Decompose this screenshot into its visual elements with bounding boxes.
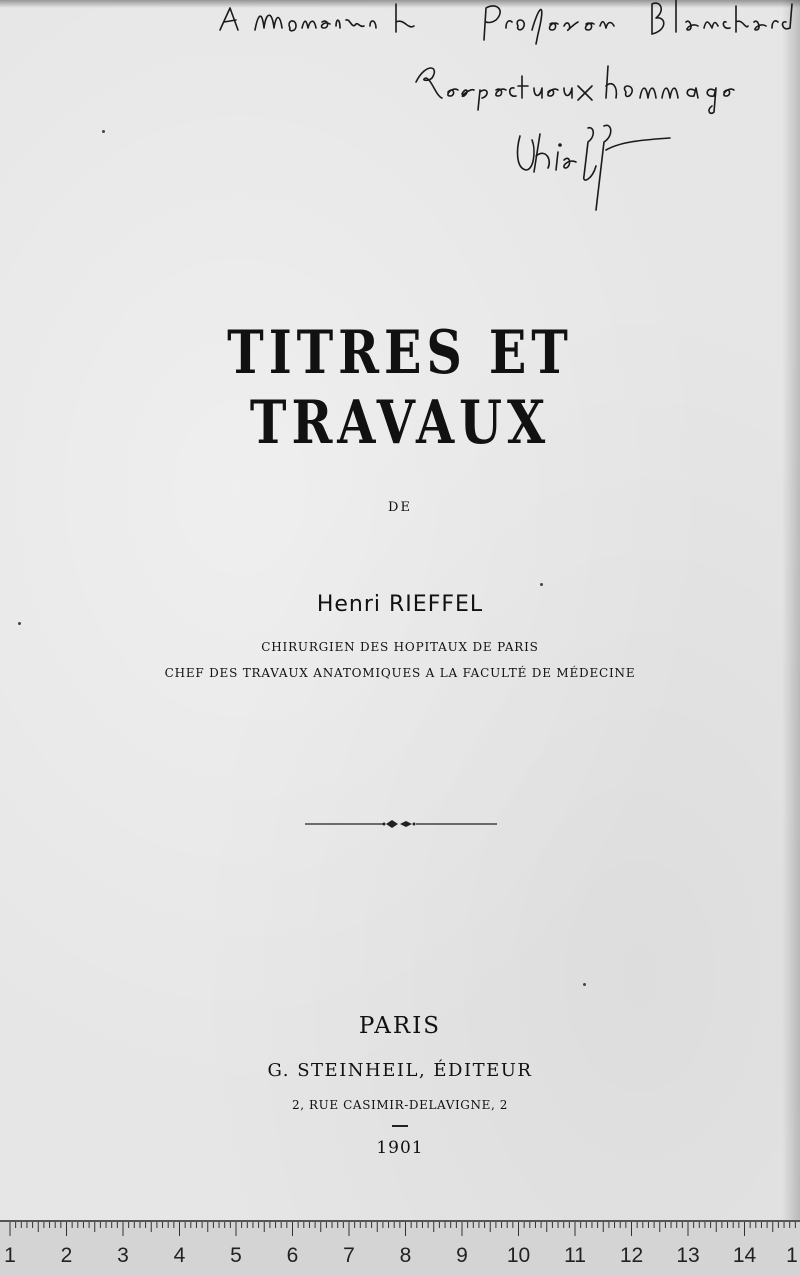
author-role: CHEF DES TRAVAUX ANATOMIQUES A LA FACULTÉ DE MÉDECINE <box>164 666 636 680</box>
ruler-number: 3 <box>117 1244 129 1267</box>
ruler-number: 8 <box>399 1244 412 1267</box>
ruler-number: 13 <box>676 1244 700 1267</box>
book-title: TITRES ET TRAVAUX <box>227 318 573 458</box>
handwritten-dedication-drawing <box>200 0 800 230</box>
imprint-city: PARIS <box>358 1013 442 1039</box>
ruler-number: 5 <box>230 1244 242 1267</box>
author-role: CHIRURGIEN DES HOPITAUX DE PARIS <box>261 640 539 654</box>
ruler-number: 10 <box>506 1244 531 1267</box>
author-preposition: DE <box>388 500 412 515</box>
imprint-publisher: G. STEINHEIL, ÉDITEUR <box>267 1060 533 1081</box>
ruler-number: 6 <box>286 1244 299 1267</box>
ruler-number: 11 <box>564 1244 586 1267</box>
ornamental-rule-icon <box>300 816 500 832</box>
ruler-number: 2 <box>60 1244 73 1267</box>
paper-speck <box>583 983 586 986</box>
imprint-year: 1901 <box>376 1138 424 1158</box>
ruler-number: 1 <box>4 1244 16 1267</box>
paper-speck <box>102 130 105 133</box>
imprint-address: 2, RUE CASIMIR-DELAVIGNE, 2 <box>291 1098 509 1112</box>
paper-speck <box>540 583 543 586</box>
ruler-number: 1 <box>786 1244 798 1267</box>
ruler-number: 7 <box>343 1244 355 1267</box>
measurement-ruler <box>0 1220 800 1275</box>
ruler-number: 9 <box>456 1244 468 1267</box>
author-name: Henri RIEFFEL <box>316 592 484 617</box>
ruler-number: 14 <box>732 1244 757 1267</box>
paper-speck <box>18 622 21 625</box>
ruler-number: 12 <box>619 1244 644 1267</box>
ruler-number: 4 <box>173 1244 186 1267</box>
imprint-divider <box>392 1125 408 1127</box>
handwritten-dedication <box>200 0 800 230</box>
